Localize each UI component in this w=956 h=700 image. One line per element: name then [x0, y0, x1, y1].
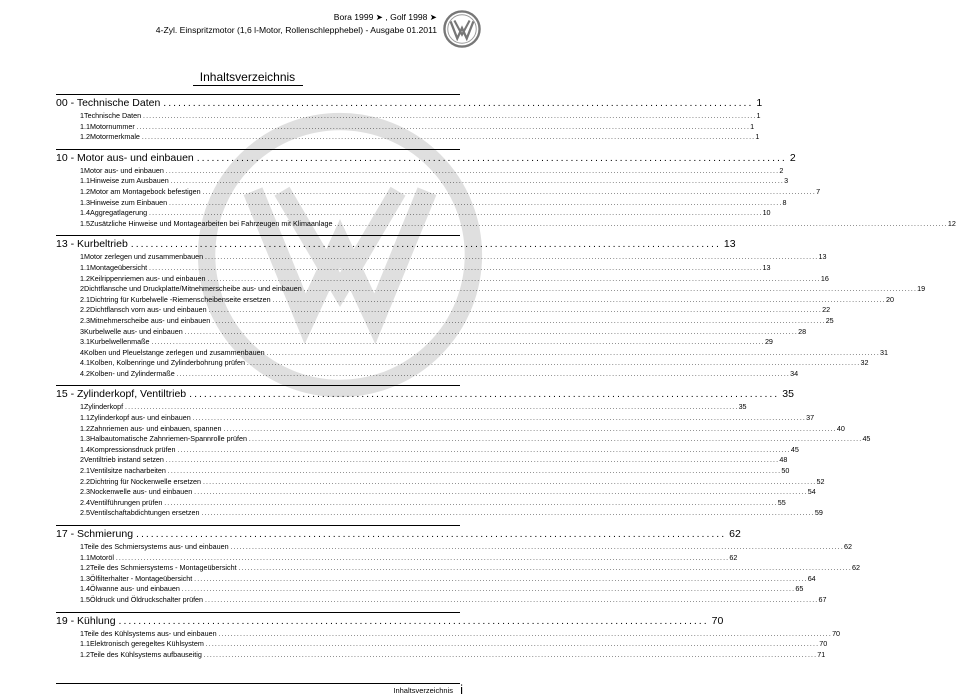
entry-title: Zahnriemen aus- und einbauen, spannen: [90, 423, 222, 433]
toc-entry[interactable]: [56, 552, 738, 564]
entry-title: Kompressionsdruck prüfen: [90, 444, 176, 454]
leader-dots: ........................................................................................................................................................................................................: [223, 426, 837, 433]
toc-entry[interactable]: [56, 176, 789, 187]
toc-entry[interactable]: [56, 466, 790, 477]
entry-page: 62: [844, 542, 853, 551]
entry-title: Elektronisch geregeltes Kühlsystem: [90, 639, 204, 649]
leader-dots: ........................................................................................................................................................................................................: [212, 318, 826, 325]
section-title: 15 - Zylinderkopf, Ventiltrieb: [56, 388, 187, 401]
page-title: Inhaltsverzeichnis: [199, 70, 296, 84]
entry-title: Ölfilterhalter - Montageübersicht: [90, 573, 193, 583]
footer-label: Inhaltsverzeichnis: [393, 686, 453, 695]
toc-entry[interactable]: [56, 542, 853, 553]
leader-dots: ........................................................................................................................................................................................................: [149, 211, 763, 218]
entry-title: Kurbelwelle aus- und einbauen: [84, 326, 183, 336]
leader-dots: ........................................................................................................................................................................................................: [176, 371, 791, 378]
leader-dots: ........................................................................................................................................................................................................: [208, 308, 823, 315]
entry-title: Motoröl: [90, 552, 114, 562]
leader-dots: ........................................................................................................................................................................................................: [125, 405, 739, 412]
entry-number: 1.1: [80, 639, 90, 649]
section-title: 19 - Kühlung: [56, 614, 116, 627]
page-footer: [0, 683, 495, 699]
entry-title: Motor am Montagebock befestigen: [90, 186, 201, 196]
toc-entry[interactable]: [56, 273, 829, 285]
entry-title: Hinweise zum Ausbauen: [90, 176, 169, 186]
toc-entry[interactable]: [56, 337, 773, 348]
toc-entry[interactable]: [56, 368, 799, 380]
toc-section-heading[interactable]: [56, 94, 763, 111]
entry-page: 25: [825, 315, 834, 325]
entry-number: 1: [80, 165, 84, 175]
leader-dots: ........................................................................................................................................................................................................: [170, 179, 785, 186]
entry-number: 1.3: [80, 434, 90, 444]
entry-title: Dichtflansche und Druckplatte/Mitnehmerscheibe aus- und einbauen: [84, 284, 302, 294]
toc-entry[interactable]: [56, 358, 869, 369]
entry-page: 10: [762, 208, 771, 218]
leader-dots: ........................................................................................................................................................................................................: [334, 221, 948, 228]
entry-title: Montageübersicht: [90, 262, 148, 272]
entry-page: 50: [781, 466, 790, 476]
entry-page: 48: [779, 455, 788, 465]
entry-number: 2: [80, 455, 84, 465]
leader-dots: ........................................................................................................................................................................................................: [141, 135, 756, 142]
entry-page: 59: [814, 508, 823, 518]
toc-section: [56, 385, 871, 525]
leader-dots: ........................................................................................................................................................................................................: [201, 511, 815, 518]
entry-page: 52: [816, 476, 825, 486]
footer-divider: [56, 683, 460, 684]
leader-dots: ........................................................................................................................................................................................................: [205, 597, 819, 604]
entry-title: Teile des Schmiersystems aus- und einbauen: [84, 542, 229, 551]
entry-page: 1: [750, 121, 755, 131]
entry-page: 2: [779, 165, 784, 175]
leader-dots: ........................................................................................................................................................................................................: [272, 297, 886, 304]
entry-title: Dichtflansch vorn aus- und einbauen: [90, 305, 207, 315]
leader-dots: ........................................................................................................................................................................................................: [202, 189, 817, 196]
entry-page: 37: [806, 413, 815, 423]
entry-page: 13: [818, 252, 827, 262]
entry-title: Ölwanne aus- und einbauen: [90, 584, 180, 594]
leader-dots: ........................................................................................................................................................................................................: [165, 458, 780, 465]
leader-dots: ........................................................................................................................................................................................................: [115, 555, 730, 562]
entry-title: Technische Daten: [84, 111, 142, 120]
toc-section: [56, 235, 926, 385]
entry-title: Motor aus- und einbauen: [84, 165, 164, 175]
entry-title: Kolben und Pleuelstange zerlegen und zusammenbauen: [84, 347, 265, 357]
toc-entry[interactable]: [56, 487, 816, 498]
toc-entry[interactable]: [56, 218, 956, 230]
section-page: 35: [782, 388, 794, 401]
toc-entry[interactable]: [56, 594, 827, 606]
entry-number: 2.3: [80, 487, 90, 497]
leader-dots: ........................................................................................................................................................................................................: [165, 168, 780, 175]
entry-number: 3: [80, 326, 84, 336]
entry-page: 7: [816, 186, 821, 196]
leader-dots: ........................................................................................................................................................................................................: [184, 329, 799, 336]
entry-number: 1.1: [80, 262, 90, 272]
entry-number: 4: [80, 347, 84, 357]
section-page: 1: [756, 97, 763, 109]
leader-dots: ........................................................................................................................................................................................................: [218, 631, 833, 638]
section-title: 13 - Kurbeltrieb: [56, 238, 128, 251]
header-engine-line: 4-Zyl. Einspritzmotor (1,6 l-Motor, Rollenschlepphebel) - Ausgabe 01.2011: [155, 25, 437, 35]
entry-page: 22: [822, 305, 831, 315]
entry-page: 35: [738, 402, 747, 412]
entry-title: Kurbelwellenmaße: [90, 337, 150, 347]
entry-number: 4.2: [80, 368, 90, 378]
entry-page: 62: [729, 552, 738, 562]
leader-dots: ........................................................................................................................................................................................................: [151, 340, 765, 347]
entry-page: 16: [820, 273, 829, 283]
entry-title: Öldruck und Öldruckschalter prüfen: [90, 594, 204, 604]
leader-dots: ........................................................................................................................................................................................................: [238, 566, 853, 573]
toc-entry[interactable]: [56, 347, 889, 359]
entry-page: 20: [885, 294, 894, 304]
toc-section-heading[interactable]: [56, 149, 796, 166]
toc-entry[interactable]: [56, 262, 771, 274]
entry-title: Teile des Kühlsystems aus- und einbauen: [84, 628, 217, 638]
section-page: 62: [729, 528, 741, 540]
toc-entry[interactable]: [56, 402, 747, 413]
toc-entry[interactable]: [56, 315, 834, 327]
toc-entry[interactable]: [56, 573, 816, 585]
table-of-contents: [56, 94, 956, 666]
leader-dots: ........................................................................................................................................................................................................: [247, 361, 861, 368]
entry-number: 1.5: [80, 594, 90, 604]
toc-entry[interactable]: [56, 649, 826, 661]
entry-page: 65: [795, 584, 804, 594]
leader-dots: ........................................................................................................................: [196, 151, 787, 164]
entry-number: 2.5: [80, 508, 90, 518]
toc-section: [56, 94, 763, 149]
toc-section-heading[interactable]: [56, 525, 741, 542]
toc-entry[interactable]: [56, 563, 861, 574]
entry-title: Teile des Schmiersystems - Montageübersicht: [90, 563, 237, 573]
entry-number: 2.1: [80, 294, 90, 304]
entry-page: 13: [762, 262, 771, 272]
toc-entry[interactable]: [56, 497, 786, 509]
toc-entry[interactable]: [56, 455, 788, 466]
entry-title: Ventilsitze nacharbeiten: [90, 466, 166, 476]
entry-number: 1: [80, 111, 84, 120]
toc-section: [56, 612, 841, 667]
entry-title: Teile des Kühlsystems aufbauseitig: [90, 649, 202, 659]
entry-page: 45: [862, 434, 871, 444]
entry-number: 2.2: [80, 305, 90, 315]
entry-number: 1.1: [80, 552, 90, 562]
entry-page: 64: [807, 573, 816, 583]
section-title: 00 - Technische Daten: [56, 97, 161, 109]
leader-dots: ........................................................................................................................................................................................................: [192, 416, 807, 423]
entry-number: 1: [80, 402, 84, 412]
toc-entry[interactable]: [56, 628, 841, 640]
entry-number: 1.4: [80, 208, 90, 218]
entry-number: 1.1: [80, 413, 90, 423]
toc-entry[interactable]: [56, 121, 755, 133]
toc-entry[interactable]: [56, 639, 828, 650]
entry-number: 1.2: [80, 563, 90, 573]
leader-dots: ........................................................................................................................................................................................................: [177, 447, 791, 454]
toc-entry[interactable]: [56, 111, 761, 122]
leader-dots: ........................................................................................................................................................................................................: [149, 265, 763, 272]
entry-number: 2: [80, 284, 84, 294]
entry-title: Zylinderkopf: [84, 402, 124, 412]
section-title: 17 - Schmierung: [56, 528, 134, 540]
toc-entry[interactable]: [56, 208, 771, 219]
entry-page: 28: [798, 326, 807, 336]
entry-title: Aggregatlagerung: [90, 208, 148, 218]
leader-dots: ........................................................................................................................................................................................................: [303, 287, 918, 294]
leader-dots: ........................................................................................................................: [130, 238, 721, 251]
leader-dots: ........................................................................................................................................................................................................: [194, 490, 808, 497]
toc-entry[interactable]: [56, 197, 787, 209]
entry-title: Dichtring für Kurbelwelle -Riemenscheibenseite ersetzen: [90, 294, 271, 304]
entry-title: Hinweise zum Einbauen: [90, 197, 168, 207]
entry-page: 29: [764, 337, 773, 347]
leader-dots: ........................................................................................................................................................................................................: [205, 255, 819, 262]
entry-title: Motor zerlegen und zusammenbauen: [84, 252, 204, 262]
entry-title: Motornummer: [90, 121, 135, 131]
entry-page: 70: [819, 639, 828, 649]
entry-number: 1: [80, 628, 84, 638]
entry-number: 1.2: [80, 649, 90, 659]
entry-number: 1: [80, 252, 84, 262]
entry-page: 67: [818, 594, 827, 604]
entry-page: 54: [807, 487, 816, 497]
entry-title: Kolben- und Zylindermaße: [90, 368, 175, 378]
leader-dots: ........................................................................................................................................................................................................: [203, 652, 818, 659]
entry-number: 1.4: [80, 444, 90, 454]
leader-dots: ........................................................................................................................................................................................................: [136, 124, 751, 131]
toc-entry[interactable]: [56, 252, 827, 263]
entry-page: 19: [917, 284, 926, 294]
entry-page: 34: [790, 368, 799, 378]
leader-dots: ........................................................................................................................................................................................................: [143, 114, 757, 120]
toc-entry[interactable]: [56, 476, 825, 488]
toc-entry[interactable]: [56, 326, 807, 338]
toc-entry[interactable]: [56, 165, 784, 177]
entry-title: Zusätzliche Hinweise und Montagearbeiten bei Fahrzeugen mit Klimaanlage: [90, 218, 333, 228]
toc-entry[interactable]: [56, 434, 871, 445]
entry-page: 1: [756, 111, 761, 120]
toc-entry[interactable]: [56, 305, 831, 316]
entry-title: Ventiltrieb instand setzen: [84, 455, 164, 465]
entry-number: 1.2: [80, 273, 90, 283]
entry-page: 1: [755, 132, 760, 142]
entry-page: 62: [852, 563, 861, 573]
leader-dots: ........................................................................................................................: [189, 388, 780, 401]
entry-page: 32: [860, 358, 869, 368]
entry-title: Halbautomatische Zahnriemen-Spannrolle prüfen: [90, 434, 248, 444]
vw-logo-icon: [443, 10, 481, 48]
toc-entry[interactable]: [56, 413, 815, 424]
toc-entry[interactable]: [56, 294, 894, 306]
leader-dots: ........................................................................................................................: [163, 97, 754, 109]
toc-entry[interactable]: [56, 284, 926, 295]
toc-entry[interactable]: [56, 132, 760, 143]
entry-number: 1.4: [80, 584, 90, 594]
entry-page: 31: [880, 347, 889, 357]
entry-number: 1.1: [80, 121, 90, 131]
leader-dots: ........................................................................................................................................................................................................: [169, 200, 783, 207]
toc-entry[interactable]: [56, 584, 804, 595]
entry-number: 1: [80, 542, 84, 551]
entry-page: 45: [790, 444, 799, 454]
leader-dots: ........................................................................................................................................................................................................: [167, 469, 782, 476]
toc-section: [56, 149, 956, 236]
entry-title: Dichtring für Nockenwelle ersetzen: [90, 476, 202, 486]
entry-page: 8: [782, 197, 787, 207]
footer-page-number: i: [460, 682, 463, 697]
leader-dots: ........................................................................................................................................................................................................: [181, 587, 796, 594]
entry-number: 2.1: [80, 466, 90, 476]
entry-title: Mitnehmerscheibe aus- und einbauen: [90, 315, 211, 325]
entry-number: 3.1: [80, 337, 90, 347]
section-page: 2: [789, 151, 796, 164]
section-title: 10 - Motor aus- und einbauen: [56, 151, 194, 164]
toc-entry[interactable]: [56, 423, 845, 435]
entry-number: 4.1: [80, 358, 90, 368]
entry-number: 1.2: [80, 186, 90, 196]
leader-dots: ........................................................................................................................................................................................................: [230, 545, 845, 551]
entry-number: 1.3: [80, 197, 90, 207]
entry-page: 71: [817, 649, 826, 659]
entry-number: 1.2: [80, 132, 90, 142]
entry-title: Nockenwelle aus- und einbauen: [90, 487, 193, 497]
section-page: 70: [711, 614, 724, 627]
entry-number: 2.4: [80, 497, 90, 507]
entry-number: 2.3: [80, 315, 90, 325]
leader-dots: ........................................................................................................................................................................................................: [249, 437, 863, 444]
leader-dots: ........................................................................................................................: [118, 614, 709, 627]
entry-number: 2.2: [80, 476, 90, 486]
leader-dots: ........................................................................................................................: [136, 528, 727, 540]
title-underline: [193, 85, 303, 86]
entry-number: 1.5: [80, 218, 90, 228]
toc-section: [56, 525, 861, 612]
entry-page: 70: [832, 628, 841, 638]
header-model-line: Bora 1999 ➤ , Golf 1998 ➤: [333, 12, 437, 22]
toc-entry[interactable]: [56, 186, 821, 198]
entry-title: Motormerkmale: [90, 132, 140, 142]
entry-page: 12: [947, 218, 956, 228]
page-header: [0, 6, 495, 62]
entry-title: Ventilführungen prüfen: [90, 497, 163, 507]
entry-title: Keilrippenriemen aus- und einbauen: [90, 273, 206, 283]
entry-title: Ventilschaftabdichtungen ersetzen: [90, 508, 200, 518]
toc-section-heading[interactable]: [56, 612, 724, 629]
toc-section-heading[interactable]: [56, 385, 794, 402]
entry-page: 40: [836, 423, 845, 433]
leader-dots: ........................................................................................................................................................................................................: [203, 479, 817, 486]
entry-page: 55: [777, 497, 786, 507]
leader-dots: ........................................................................................................................................................................................................: [164, 500, 778, 507]
toc-section-heading[interactable]: [56, 235, 736, 252]
leader-dots: ........................................................................................................................................................................................................: [266, 350, 881, 357]
toc-entry[interactable]: [56, 444, 799, 456]
entry-page: 3: [784, 176, 789, 186]
leader-dots: ........................................................................................................................................................................................................: [194, 576, 808, 583]
toc-entry[interactable]: [56, 508, 823, 519]
entry-title: Zylinderkopf aus- und einbauen: [90, 413, 191, 423]
entry-number: 1.2: [80, 423, 90, 433]
entry-title: Kolben, Kolbenringe und Zylinderbohrung prüfen: [90, 358, 246, 368]
entry-number: 1.1: [80, 176, 90, 186]
leader-dots: ........................................................................................................................................................................................................: [205, 642, 820, 649]
section-page: 13: [723, 238, 736, 251]
leader-dots: ........................................................................................................................................................................................................: [207, 276, 821, 283]
entry-number: 1.3: [80, 573, 90, 583]
